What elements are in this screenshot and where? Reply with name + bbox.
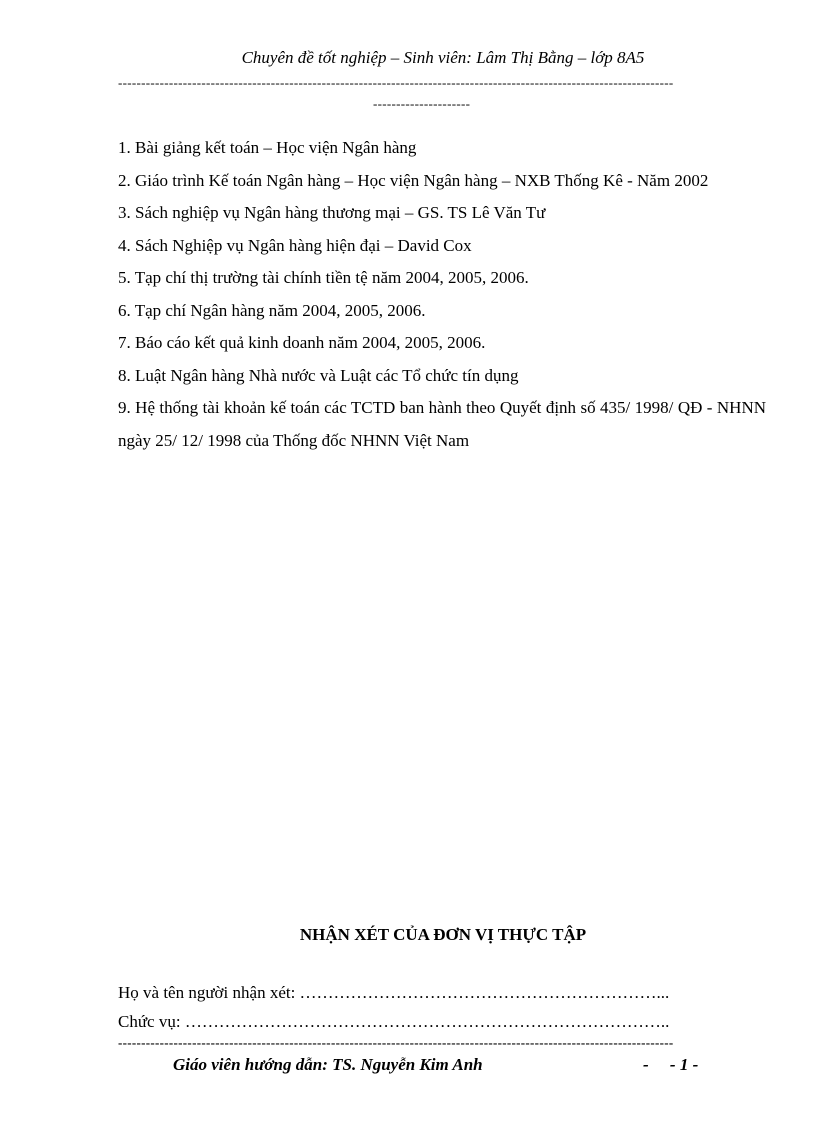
reference-item: 4. Sách Nghiệp vụ Ngân hàng hiện đại – David Cox xyxy=(118,235,472,255)
position-field: Chức vụ: ………………………………………………………………………….. xyxy=(118,1012,670,1031)
header-title: Chuyên đề tốt nghiệp – Sinh viên: Lâm Thị Bằng – lớp 8A5 xyxy=(241,48,645,67)
reference-item: 1. Bài giảng kết toán – Học viện Ngân hàng xyxy=(118,138,417,157)
reviewer-name-field: Họ và tên người nhận xét: ………………………………………………………... xyxy=(118,983,670,1002)
page-number: - - 1 - xyxy=(643,1055,699,1074)
header-rule: ------------------------------------------------------------------------------------------------------------------------ xyxy=(118,76,674,90)
reference-item: 7. Báo cáo kết quả kinh doanh năm 2004, 2005, 2006. xyxy=(118,333,486,352)
reference-item: 3. Sách nghiệp vụ Ngân hàng thương mại – GS. TS Lê Văn Tư xyxy=(118,203,546,222)
reference-item: 8. Luật Ngân hàng Nhà nước và Luật các Tổ chức tín dụng xyxy=(118,365,519,385)
evaluation-title: NHẬN XÉT CỦA ĐƠN VỊ THỰC TẬP xyxy=(299,925,587,944)
reference-item: 5. Tạp chí thị trường tài chính tiền tệ năm 2004, 2005, 2006. xyxy=(118,268,529,287)
reference-item: 9. Hệ thống tài khoản kế toán các TCTD ban hành theo Quyết định số 435/ 1998/ QĐ - NHNN ngày 25/ 12/ 1998 của Thống đốc NHNN Việt Nam xyxy=(118,398,766,450)
footer-rule: ------------------------------------------------------------------------------------------------------------------------ xyxy=(118,1036,674,1050)
reference-item: 6. Tạp chí Ngân hàng năm 2004, 2005, 2006. xyxy=(118,300,426,320)
reference-list xyxy=(118,132,766,457)
header-rule-continued: --------------------- xyxy=(373,96,471,111)
advisor-name: Giáo viên hướng dẫn: TS. Nguyễn Kim Anh xyxy=(173,1055,483,1074)
reference-item: 2. Giáo trình Kế toán Ngân hàng – Học viện Ngân hàng – NXB Thống Kê - Năm 2002 xyxy=(118,170,709,190)
